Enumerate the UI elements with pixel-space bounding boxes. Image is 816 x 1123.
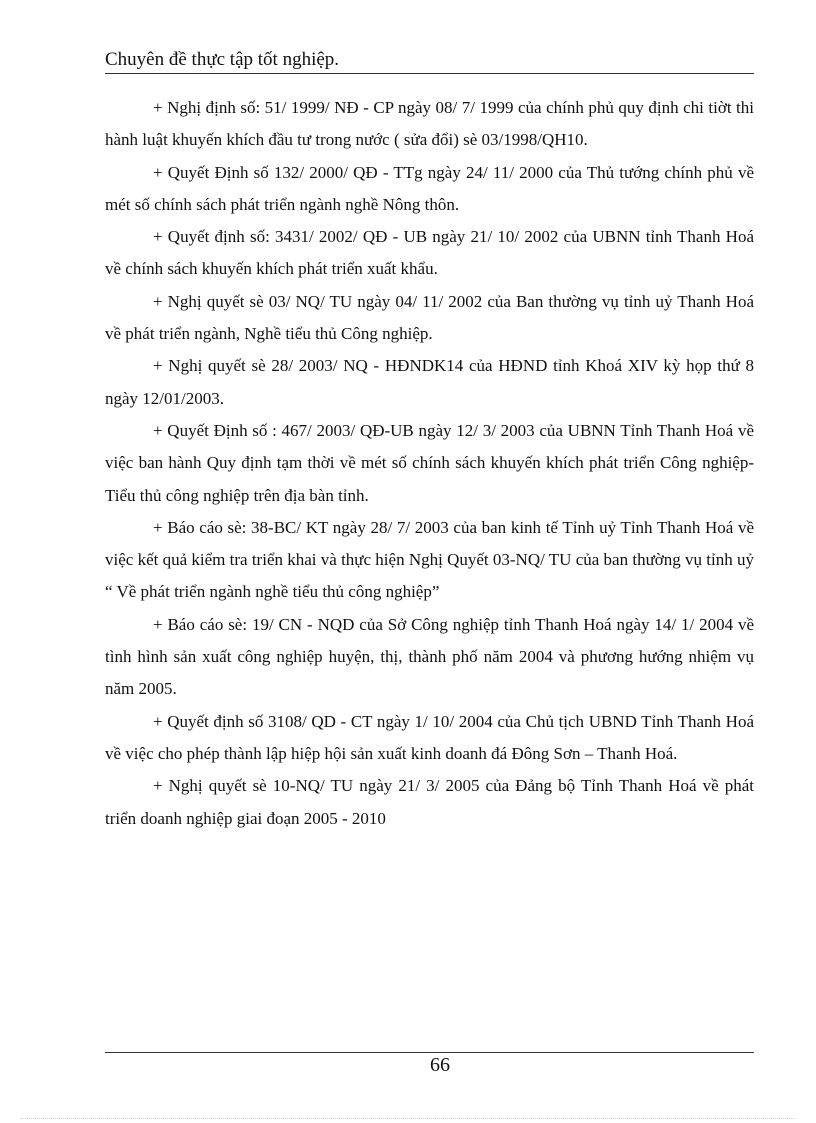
header-title: Chuyên đề thực tập tốt nghiệp. xyxy=(105,49,340,70)
paragraph-5: + Nghị quyết sè 28/ 2003/ NQ - HĐNDK14 của HĐND tỉnh Khoá XIV kỳ họp thứ 8 ngày 12/01/2003. xyxy=(105,356,754,408)
page-header xyxy=(105,48,754,74)
paragraph-10: + Nghị quyết sè 10-NQ/ TU ngày 21/ 3/ 2005 của Đảng bộ Tỉnh Thanh Hoá về phát triển doanh nghiệp giai đoạn 2005 - 2010 xyxy=(105,776,754,828)
paragraph-7: + Báo cáo sè: 38-BC/ KT ngày 28/ 7/ 2003 của ban kinh tế Tỉnh uỷ Tỉnh Thanh Hoá về việc kết quả kiểm tra triển khai và thực hiện Nghị Quyết 03-NQ/ TU của ban thường vụ tỉnh uỷ “ Về phát triển ngành nghề tiểu thủ công nghiệp” xyxy=(105,517,754,602)
paragraph-3: + Quyết định số: 3431/ 2002/ QĐ - UB ngày 21/ 10/ 2002 của UBNN tỉnh Thanh Hoá về chính sách khuyến khích phát triển xuất khẩu. xyxy=(105,227,754,279)
page-number: 66 xyxy=(430,1054,450,1076)
document-body xyxy=(105,92,754,835)
paragraph-9: + Quyết định số 3108/ QD - CT ngày 1/ 10/ 2004 của Chủ tịch UBND Tỉnh Thanh Hoá về việc cho phép thành lập hiệp hội sản xuất kinh doanh đá Đông Sơn – Thanh Hoá. xyxy=(105,711,754,763)
paragraph-1: + Nghị định số: 51/ 1999/ NĐ - CP ngày 08/ 7/ 1999 của chính phủ quy định chi tiờt thi hành luật khuyến khích đầu tư trong nước ( sửa đổi) sè 03/1998/QH10. xyxy=(105,98,754,150)
paragraph-8: + Báo cáo sè: 19/ CN - NQD của Sở Công nghiệp tỉnh Thanh Hoá ngày 14/ 1/ 2004 về tình hình sản xuất công nghiệp huyện, thị, thành phố năm 2004 và phương hướng nhiệm vụ năm 2005. xyxy=(105,614,754,699)
paragraph-4: + Nghị quyết sè 03/ NQ/ TU ngày 04/ 11/ 2002 của Ban thường vụ tỉnh uỷ Thanh Hoá về phát triển ngành, Nghề tiểu thủ Công nghiệp. xyxy=(105,291,754,344)
paragraph-6: + Quyết Định số : 467/ 2003/ QĐ-UB ngày 12/ 3/ 2003 của UBNN Tỉnh Thanh Hoá về việc ban hành Quy định tạm thời về mét số chính sách khuyến khích phát triển Công nghiệp- Tiểu thủ công nghiệp trên địa bàn tỉnh. xyxy=(105,420,754,505)
paragraph-2: + Quyết Định số 132/ 2000/ QĐ - TTg ngày 24/ 11/ 2000 của Thủ tướng chính phủ về mét số chính sách phát triển ngành nghề Nông thôn. xyxy=(105,162,754,214)
page-edge-divider xyxy=(20,1118,796,1119)
